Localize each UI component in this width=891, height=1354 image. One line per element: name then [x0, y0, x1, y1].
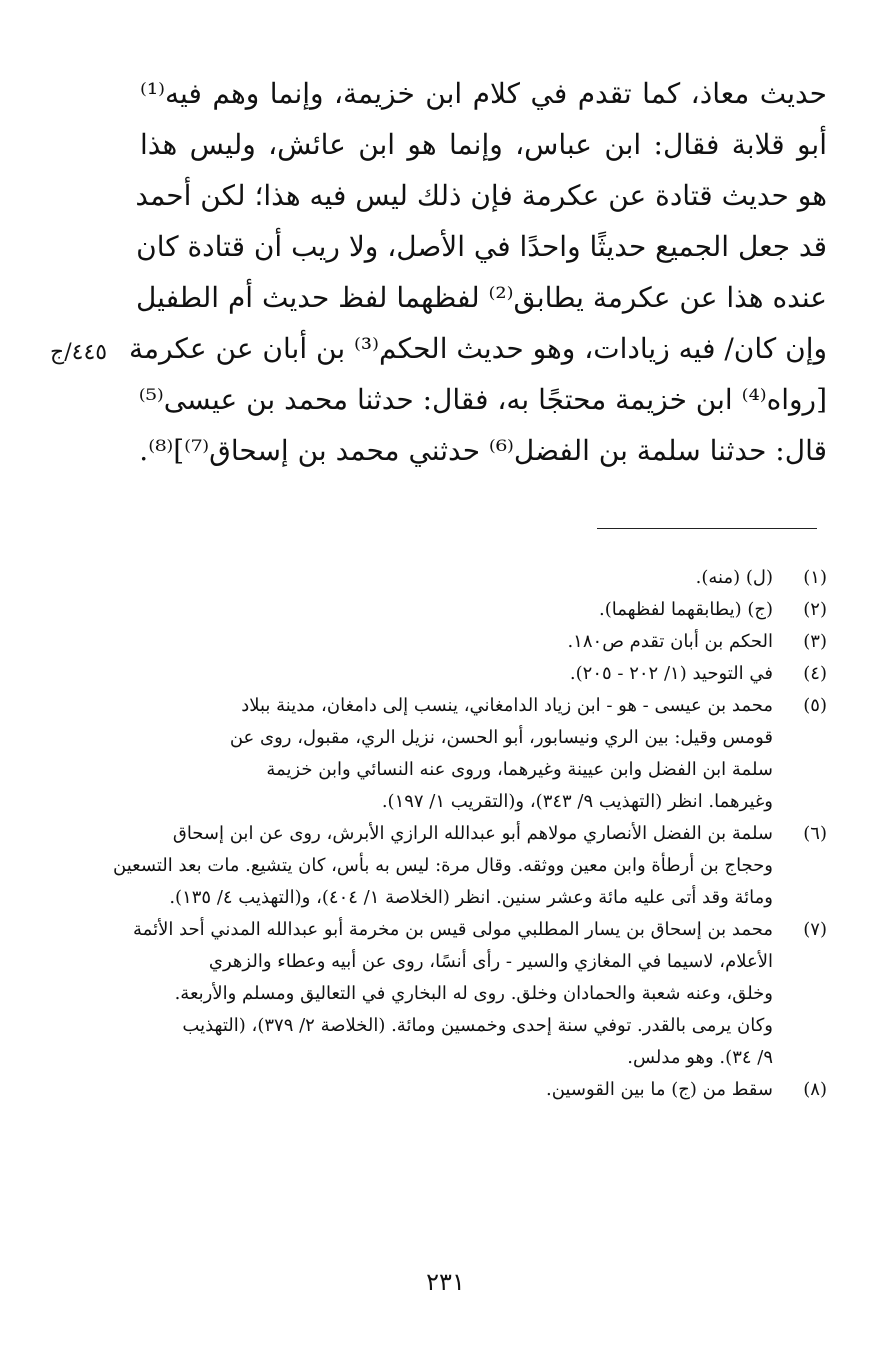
main-text-line: هو حديث قتادة عن عكرمة فإن ذلك ليس فيه هذا؛ لكن أحمد — [135, 179, 827, 212]
footnote-text: في التوحيد (١/ ٢٠٢ - ٢٠٥). — [569, 663, 773, 684]
footnote-text: وخلق، وعنه شعبة والحمادان وخلق. روى له البخاري في التعاليق ومسلم والأربعة. — [174, 983, 773, 1004]
footnote-text: وغيرهما. انظر (التهذيب ٩/ ٣٤٣)، و(التقريب ١/ ١٩٧). — [381, 791, 773, 812]
footnote — [70, 562, 827, 594]
footnote-text: سقط من (ج) ما بين القوسين. — [546, 1079, 773, 1100]
main-text-line: قال: حدثنا سلمة بن الفضل⁽⁶⁾ حدثني محمد بن إسحاق⁽⁷⁾]⁽⁸⁾. — [139, 434, 827, 467]
footnote-number: (٦) — [803, 823, 827, 844]
footnote-text: سلمة ابن الفضل وابن عيينة وغيرهما، وروى عنه النسائي وابن خزيمة — [266, 759, 773, 780]
footnote-text: (ج) (يطابقهما لفظهما). — [599, 599, 773, 620]
footnote-number: (٢) — [803, 599, 827, 620]
footnote — [70, 690, 827, 818]
footnote-number: (٧) — [803, 919, 827, 940]
main-text-line: وإن كان/ فيه زيادات، وهو حديث الحكم⁽³⁾ بن أبان عن عكرمة — [128, 332, 827, 365]
footnote — [70, 914, 827, 1074]
footnote-text: (ل) (منه). — [695, 567, 773, 588]
footnote — [70, 658, 827, 690]
footnote — [70, 594, 827, 626]
footnote-text: قومس وقيل: بين الري ونيسابور، أبو الحسن، نزيل الري، مقبول، روى عن — [229, 727, 773, 748]
footnote — [70, 626, 827, 658]
footnote-number: (٨) — [803, 1079, 827, 1100]
footnotes — [70, 562, 827, 1106]
footnote-number: (٤) — [803, 663, 827, 684]
main-text-line: أبو قلابة فقال: ابن عباس، وإنما هو ابن عائش، وليس هذا — [140, 128, 827, 161]
main-text-line: حديث معاذ، كما تقدم في كلام ابن خزيمة، وإنما وهم فيه⁽¹⁾ — [140, 77, 827, 110]
footnote-text: سلمة بن الفضل الأنصاري مولاهم أبو عبدالله الرازي الأبرش، روى عن ابن إسحاق — [172, 823, 773, 844]
main-text-line: قد جعل الجميع حديثًا واحدًا في الأصل، ولا ريب أن قتادة كان — [136, 230, 827, 263]
footnote-text: ومائة وقد أتى عليه مائة وعشر سنين. انظر (الخلاصة ١/ ٤٠٤)، و(التهذيب ٤/ ١٣٥). — [169, 887, 773, 908]
main-text-line: عنده هذا عن عكرمة يطابق⁽²⁾ لفظهما لفظ حديث أم الطفيل — [135, 281, 827, 314]
footnote-text: محمد بن عيسى - هو - ابن زياد الدامغاني، ينسب إلى دامغان، مدينة ببلاد — [241, 695, 773, 716]
footnote — [70, 1074, 827, 1106]
footnote-text: الأعلام، لاسيما في المغازي والسير - رأى أنسًا، روى عن أبيه وعطاء والزهري — [208, 951, 773, 972]
page-number: ٢٣١ — [426, 1268, 465, 1296]
footnote-text: محمد بن إسحاق بن يسار المطلبي مولى قيس بن مخرمة أبو عبدالله المدني أحد الأئمة — [133, 919, 773, 940]
footnote-text: ٩/ ٣٤). وهو مدلس. — [627, 1047, 773, 1068]
footnote-text: الحكم بن أبان تقدم ص١٨٠. — [567, 631, 773, 652]
footnote-text: وكان يرمى بالقدر. توفي سنة إحدى وخمسين ومائة. (الخلاصة ٢/ ٣٧٩)، (التهذيب — [182, 1015, 773, 1036]
footnote-number: (٣) — [803, 631, 827, 652]
margin-manuscript-note: ٤٤٥/ج — [50, 340, 108, 365]
footnote-number: (٥) — [803, 695, 827, 716]
footnote — [70, 818, 827, 914]
footnote-text: وحجاج بن أرطأة وابن معين ووثقه. وقال مرة: ليس به بأس، كان يتشيع. مات بعد التسعين — [113, 855, 773, 876]
footnote-separator — [597, 528, 817, 529]
footnote-number: (١) — [803, 567, 827, 588]
main-text — [128, 68, 827, 476]
main-text-line: [رواه⁽⁴⁾ ابن خزيمة محتجًا به، فقال: حدثنا محمد بن عيسى⁽⁵⁾ — [138, 383, 827, 416]
